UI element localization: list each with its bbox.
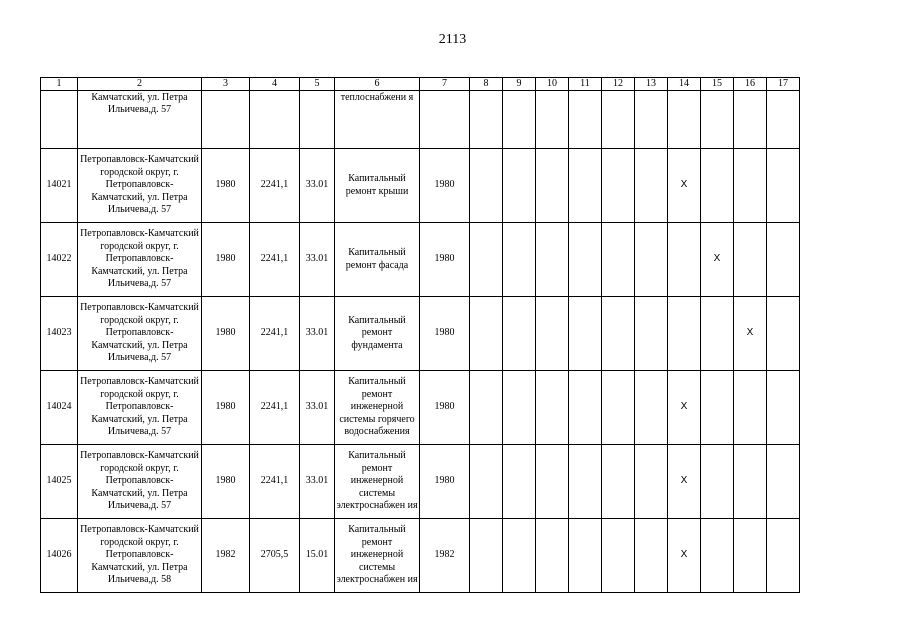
cell-area: 2241,1 (250, 149, 300, 223)
cell-mark (569, 519, 602, 593)
cell-mark (536, 445, 569, 519)
cell-code: 33.01 (300, 297, 335, 371)
cell-work: Капитальный ремонт инженерной системы горячего водоснабжения (335, 371, 420, 445)
cell-address: Петропавловск-Камчатский городской округ, г. Петропавловск-Камчатский, ул. Петра Ильичева,д. 57 (78, 371, 202, 445)
column-header: 3 (202, 78, 250, 91)
cell-mark (470, 445, 503, 519)
cell-mark (470, 223, 503, 297)
cell-mark (503, 223, 536, 297)
cell-mark: X (734, 297, 767, 371)
cell-mark (602, 91, 635, 149)
cell-mark: X (668, 519, 701, 593)
column-header: 17 (767, 78, 800, 91)
column-header: 16 (734, 78, 767, 91)
cell-mark (503, 445, 536, 519)
cell-mark (767, 149, 800, 223)
cell-mark: X (668, 149, 701, 223)
cell-address: Камчатский, ул. Петра Ильичева,д. 57 (78, 91, 202, 149)
cell-mark (602, 297, 635, 371)
cell-mark (734, 519, 767, 593)
table-row (41, 371, 800, 445)
column-header: 5 (300, 78, 335, 91)
column-header: 4 (250, 78, 300, 91)
cell-id: 14023 (41, 297, 78, 371)
cell-mark: X (668, 445, 701, 519)
cell-mark (767, 519, 800, 593)
cell-mark (602, 371, 635, 445)
cell-work: Капитальный ремонт инженерной системы электроснабжен ия (335, 445, 420, 519)
cell-mark (734, 223, 767, 297)
cell-mark (602, 223, 635, 297)
cell-mark (767, 223, 800, 297)
cell-mark (569, 91, 602, 149)
cell-year: 1980 (202, 297, 250, 371)
column-header: 12 (602, 78, 635, 91)
cell-mark (569, 297, 602, 371)
cell-mark: X (668, 371, 701, 445)
cell-mark (734, 149, 767, 223)
cell-year: 1980 (202, 445, 250, 519)
cell-mark (635, 91, 668, 149)
cell-id: 14021 (41, 149, 78, 223)
cell-area: 2241,1 (250, 371, 300, 445)
column-header: 6 (335, 78, 420, 91)
cell-mark (767, 445, 800, 519)
cell-mark (470, 91, 503, 149)
cell-mark (503, 371, 536, 445)
cell-year: 1982 (202, 519, 250, 593)
cell-mark (536, 371, 569, 445)
cell-mark (569, 445, 602, 519)
column-header: 1 (41, 78, 78, 91)
cell-mark (503, 519, 536, 593)
cell-address: Петропавловск-Камчатский городской округ, г. Петропавловск-Камчатский, ул. Петра Ильичева,д. 57 (78, 297, 202, 371)
cell-mark (602, 519, 635, 593)
cell-mark: X (701, 223, 734, 297)
cell-mark (767, 371, 800, 445)
cell-id (41, 91, 78, 149)
cell-mark (767, 297, 800, 371)
cell-mark (503, 297, 536, 371)
cell-mark (635, 149, 668, 223)
cell-address: Петропавловск-Камчатский городской округ, г. Петропавловск-Камчатский, ул. Петра Ильичева,д. 57 (78, 149, 202, 223)
column-header: 9 (503, 78, 536, 91)
cell-work: Капитальный ремонт фундамента (335, 297, 420, 371)
cell-address: Петропавловск-Камчатский городской округ, г. Петропавловск-Камчатский, ул. Петра Ильичева,д. 58 (78, 519, 202, 593)
cell-mark (635, 223, 668, 297)
table-row-continued (41, 91, 800, 149)
cell-mark (701, 149, 734, 223)
cell-year (202, 91, 250, 149)
cell-mark (635, 297, 668, 371)
cell-mark (569, 371, 602, 445)
table-row (41, 223, 800, 297)
cell-mark (668, 297, 701, 371)
cell-code (300, 91, 335, 149)
cell-mark (701, 91, 734, 149)
cell-year2: 1980 (420, 149, 470, 223)
cell-year2: 1980 (420, 297, 470, 371)
cell-mark (602, 445, 635, 519)
column-header: 2 (78, 78, 202, 91)
cell-mark (668, 91, 701, 149)
cell-mark (701, 371, 734, 445)
cell-mark (635, 519, 668, 593)
cell-mark (701, 445, 734, 519)
cell-year2: 1980 (420, 445, 470, 519)
cell-year: 1980 (202, 371, 250, 445)
cell-mark (668, 223, 701, 297)
cell-mark (701, 519, 734, 593)
cell-mark (635, 371, 668, 445)
cell-code: 15.01 (300, 519, 335, 593)
cell-mark (536, 223, 569, 297)
cell-mark (470, 297, 503, 371)
column-header: 15 (701, 78, 734, 91)
cell-code: 33.01 (300, 223, 335, 297)
cell-work: Капитальный ремонт крыши (335, 149, 420, 223)
column-header: 7 (420, 78, 470, 91)
repair-program-table (40, 77, 800, 593)
cell-mark (536, 297, 569, 371)
cell-mark (734, 371, 767, 445)
cell-id: 14026 (41, 519, 78, 593)
cell-address: Петропавловск-Камчатский городской округ, г. Петропавловск-Камчатский, ул. Петра Ильичева,д. 57 (78, 223, 202, 297)
column-header: 11 (569, 78, 602, 91)
table-row (41, 149, 800, 223)
cell-mark (734, 91, 767, 149)
cell-area (250, 91, 300, 149)
cell-mark (470, 371, 503, 445)
cell-mark (569, 223, 602, 297)
table-row (41, 297, 800, 371)
cell-year: 1980 (202, 223, 250, 297)
cell-mark (470, 519, 503, 593)
cell-year2 (420, 91, 470, 149)
cell-mark (536, 149, 569, 223)
cell-mark (470, 149, 503, 223)
cell-mark (503, 91, 536, 149)
cell-area: 2241,1 (250, 297, 300, 371)
cell-mark (734, 445, 767, 519)
cell-year2: 1982 (420, 519, 470, 593)
cell-area: 2241,1 (250, 223, 300, 297)
cell-id: 14024 (41, 371, 78, 445)
cell-year: 1980 (202, 149, 250, 223)
cell-code: 33.01 (300, 445, 335, 519)
cell-work: теплоснабжени я (335, 91, 420, 149)
cell-id: 14022 (41, 223, 78, 297)
page-number: 2113 (438, 32, 467, 47)
cell-code: 33.01 (300, 149, 335, 223)
cell-id: 14025 (41, 445, 78, 519)
column-header: 13 (635, 78, 668, 91)
column-header: 10 (536, 78, 569, 91)
column-header: 14 (668, 78, 701, 91)
cell-mark (602, 149, 635, 223)
column-number-row (41, 78, 800, 91)
cell-mark (635, 445, 668, 519)
cell-work: Капитальный ремонт инженерной системы электроснабжен ия (335, 519, 420, 593)
cell-code: 33.01 (300, 371, 335, 445)
cell-work: Капитальный ремонт фасада (335, 223, 420, 297)
cell-mark (569, 149, 602, 223)
cell-year2: 1980 (420, 371, 470, 445)
table-row (41, 445, 800, 519)
cell-area: 2241,1 (250, 445, 300, 519)
cell-mark (536, 519, 569, 593)
cell-year2: 1980 (420, 223, 470, 297)
cell-mark (701, 297, 734, 371)
column-header: 8 (470, 78, 503, 91)
cell-address: Петропавловск-Камчатский городской округ, г. Петропавловск-Камчатский, ул. Петра Ильичева,д. 57 (78, 445, 202, 519)
cell-mark (503, 149, 536, 223)
cell-area: 2705,5 (250, 519, 300, 593)
cell-mark (536, 91, 569, 149)
cell-mark (767, 91, 800, 149)
table-row (41, 519, 800, 593)
